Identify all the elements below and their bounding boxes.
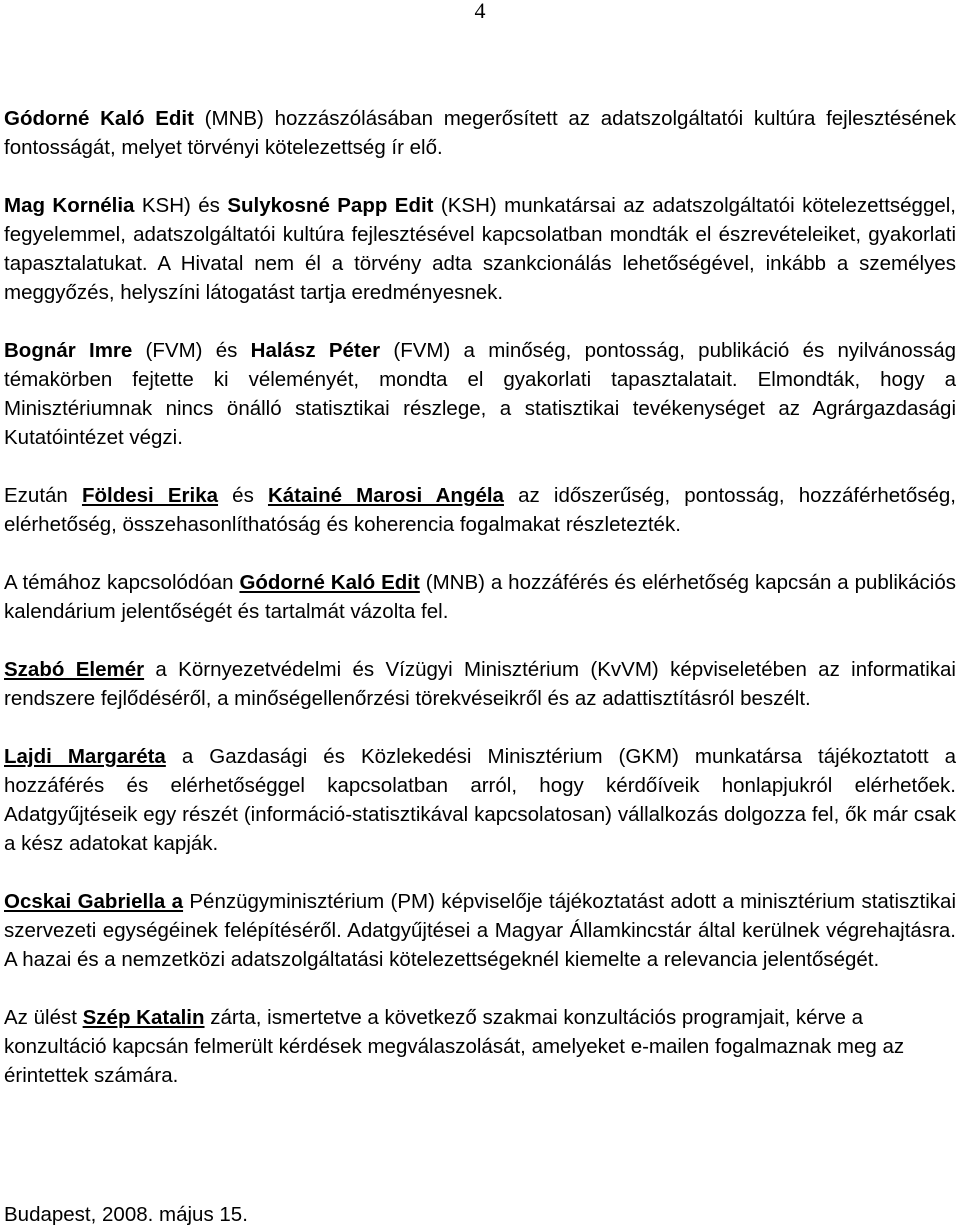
paragraph: [4, 568, 956, 626]
person-name: Halász Péter: [250, 339, 381, 362]
paragraph-text: az időszerűség, pontosság, hozzáférhetőség, elérhetőség, összehasonlíthatóság és koherencia fogalmakat részletezték.: [4, 484, 956, 536]
paragraph: [4, 742, 956, 858]
paragraph-text: a Környezetvédelmi és Vízügyi Minisztérium (KvVM) képviseletében az informatikai rendszere fejlődéséről, a minőségellenőrzési törekvéseikről és az adattisztításról beszélt.: [4, 658, 956, 710]
paragraph-text: Pénzügyminisztérium (PM) képviselője tájékoztatást adott a minisztérium statisztikai szervezeti egységéinek felépítéséről. Adatgyűjtései a Magyar Államkincstár által kerülnek végrehajtásra. A hazai és a nemzetközi adatszolgáltatási kötelezettségeknél kiemelte a relevancia jelentőségét.: [4, 890, 956, 971]
paragraph-text: és: [218, 484, 268, 507]
paragraph-text: (FVM) a minőség, pontosság, publikáció és nyilvánosság témakörben fejtette ki véleményét, mondta el gyakorlati tapasztalatait. Elmondták, hogy a Minisztériumnak nincs önálló statisztikai részlege, a statisztikai tevékenységet az Agrárgazdasági Kutatóintézet végzi.: [4, 339, 956, 449]
person-name: Szép Katalin: [82, 1006, 205, 1029]
person-name: Lajdi Margaréta: [4, 745, 166, 768]
person-name: Mag Kornélia: [4, 194, 135, 217]
page-number: 4: [474, 0, 486, 23]
person-name: Sulykosné Papp Edit: [227, 194, 434, 217]
paragraph-text: KSH) és: [134, 194, 228, 217]
paragraph-text: (MNB) hozzászólásában megerősített az adatszolgáltatói kultúra fejlesztésének fontosságát, melyet törvényi kötelezettség ír elő.: [4, 107, 956, 159]
paragraph: [4, 887, 956, 974]
paragraph: [4, 1003, 956, 1090]
paragraph-text: Az ülést: [4, 1006, 83, 1029]
paragraph: [4, 191, 956, 307]
place-and-date: Budapest, 2008. május 15.: [4, 1203, 248, 1226]
paragraph-text: A témához kapcsolódóan: [4, 571, 240, 594]
person-name: Ocskai Gabriella a: [4, 890, 184, 913]
person-name: Bognár Imre: [4, 339, 133, 362]
paragraph-text: (MNB) a hozzáférés és elérhetőség kapcsán a publikációs kalendárium jelentőségét és tartalmát vázolta fel.: [4, 571, 956, 623]
person-name: Gódorné Kaló Edit: [4, 107, 194, 130]
paragraph-text: zárta, ismertetve a következő szakmai konzultációs programjait, kérve a konzultáció kapcsán felmerült kérdések megválaszolását, amelyeket e-mailen fogalmaznak meg az érintettek számára.: [4, 1006, 905, 1087]
person-name: Kátainé Marosi Angéla: [267, 484, 504, 507]
person-name: Szabó Elemér: [4, 658, 145, 681]
paragraph-text: a Gazdasági és Közlekedési Minisztérium (GKM) munkatársa tájékoztatott a hozzáférés és elérhetőséggel kapcsolatban arról, hogy kérdőíveik honlapjukról elérhetőek. Adatgyűjtéseik egy részét (információ-statisztikával kapcsolatosan) vállalkozás dolgozza fel, ők már csak a kész adatokat kapják.: [4, 745, 956, 855]
paragraph: [4, 104, 956, 162]
paragraph: [4, 481, 956, 539]
paragraph-text: Ezután: [4, 484, 82, 507]
paragraph-text: (FVM) és: [132, 339, 251, 362]
paragraph: [4, 336, 956, 452]
person-name: Földesi Erika: [81, 484, 219, 507]
document-body: [4, 104, 956, 1119]
paragraph: [4, 655, 956, 713]
paragraph-text: (KSH) munkatársai az adatszolgáltatói kötelezettséggel, fegyelemmel, adatszolgáltatói kultúra fejlesztésével kapcsolatban mondták el észrevételeiket, gyakorlati tapasztalatukat. A Hivatal nem él a törvény adta szankcionálás lehetőségével, inkább a személyes meggyőzés, helyszíni látogatást tartja eredményesnek.: [4, 194, 956, 304]
person-name: Gódorné Kaló Edit: [239, 571, 420, 594]
